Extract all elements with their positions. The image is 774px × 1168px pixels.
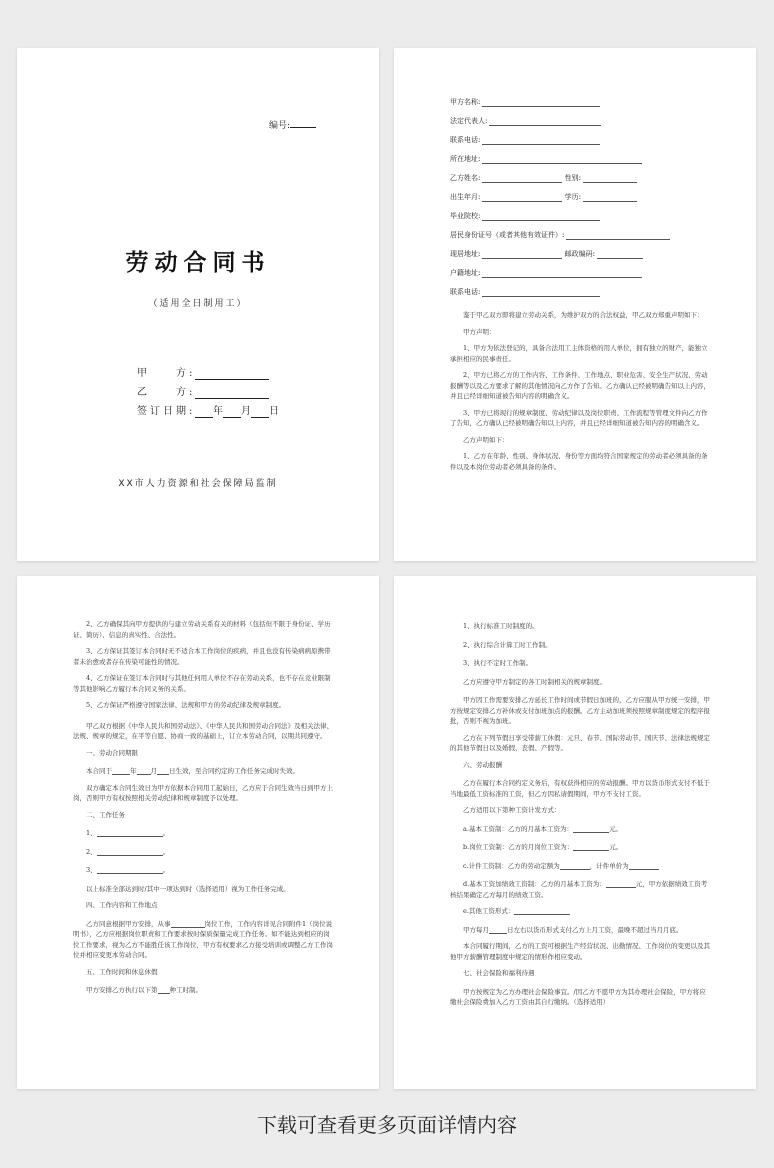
- paragraph: [73, 919, 335, 961]
- text-run: 岗位工作，工作内容详见合同附件1（岗位说明书），乙方应根据岗位职责和工作要求按时保质保量完成工作任务。如不能达到相应的岗位工作要求，视为乙方不能胜任该工作岗位，甲方有权要求乙方接受培训或调整乙方工作岗位并相应变更本劳动合同。: [73, 919, 333, 959]
- contract-subtitle: （适用全日制用工）: [148, 299, 248, 309]
- paragraph: 3、乙方保证其签订本合同时无不适合本工作岗位的疾病，并且也没有传染病病原携带者未治愈或者存在传染可能性的情况。: [73, 647, 331, 666]
- contract-cover-page: [17, 48, 379, 561]
- paragraph: 甲方因工作需要安排乙方延长工作时间或节假日加班的，乙方应服从甲方统一安排，甲方按规定安排乙方补休或支付加班加点的报酬。乙方主动加班须按照规章制度规定的程序报批，否则不视为加班。: [450, 696, 710, 725]
- cover-parties: [137, 364, 279, 421]
- wage-option: [450, 842, 712, 853]
- text-run: 甲方每月: [463, 925, 489, 934]
- paragraph: 乙方适用以下第种工资计发方式：: [463, 806, 561, 814]
- task-item: [73, 865, 335, 876]
- text-run: 元，甲方依据绩效工资考核结果确定乙方每月的绩效工资。: [450, 880, 708, 899]
- name-b-label: 乙方姓名:: [450, 174, 481, 182]
- text-run: b.岗位工资制：乙方的月岗位工资为：: [463, 843, 574, 851]
- id-no-label: 居民身份证号（或者其他有效证件）:: [450, 231, 565, 239]
- paragraph: 以上标准全部达到时/其中一项达到时（选择适用）视为工作任务完成。: [86, 884, 290, 893]
- paragraph: 乙方在下列节假日享受带薪工休假：元旦、春节、国际劳动节、国庆节、法律法规规定的其他节假日以及婚假、丧假、产假等。: [450, 733, 710, 752]
- paragraph: [450, 925, 712, 936]
- task-item: [73, 847, 335, 858]
- cover-footer: XX市人力资源和社会保障局监制: [118, 479, 278, 489]
- section-heading: 六、劳动报酬: [463, 760, 502, 769]
- paragraph: 双方确定本合同生效日为甲方依据本合同用工起始日，乙方应于合同生效当日到甲方上岗，否则甲方有权按照相关劳动纪律和规章制度予以处理。: [73, 783, 333, 802]
- paragraph: 1、执行标准工时制度的。: [463, 622, 539, 630]
- declarations-text: [450, 310, 712, 478]
- phone-a-label: 联系电话:: [450, 136, 481, 144]
- address-a-blank: [482, 154, 642, 164]
- wage-option: [450, 824, 712, 835]
- blank: [97, 848, 163, 856]
- blank: [573, 843, 609, 851]
- day-blank: [251, 406, 269, 418]
- name-b-blank: [482, 173, 562, 183]
- paragraph: 甲方按规定为乙方办理社会保险事宜。/因乙方不愿甲方为其办理社会保险，甲方将应缴社会保险费加入乙方工资由其自行缴纳。（选择适用）: [450, 987, 706, 1006]
- text-run: 1、: [86, 829, 97, 837]
- year-blank: [195, 406, 213, 418]
- wage-option: [450, 879, 712, 900]
- blank: [560, 862, 590, 870]
- legal-rep-blank: [489, 116, 601, 126]
- text-run: a.基本工资制：乙方的月基本工资为：: [463, 824, 573, 833]
- section-heading: 二、工作任务: [86, 810, 125, 819]
- month-label: 月: [241, 406, 251, 417]
- section-heading: 七、社会保险和福利待遇: [463, 969, 535, 977]
- paragraph: 3、甲方已将现行的规章制度、劳动纪律以及岗位职责、工作流程等管理文件向乙方作了告知，乙方确认已经被明确告知以上内容，并且已经详细知道被告知内容的明确含义。: [450, 408, 708, 427]
- gender-blank: [583, 173, 637, 183]
- text-run: 3、: [86, 866, 97, 874]
- birth-blank: [482, 192, 562, 202]
- text-run: 元。: [608, 824, 622, 833]
- phone-b-blank: [482, 287, 600, 297]
- paragraph: [73, 766, 335, 777]
- paragraph: 乙方声明如下：: [463, 435, 509, 444]
- blank: [629, 862, 659, 870]
- number-label: 编号:: [269, 121, 291, 131]
- page-3-text: [73, 619, 335, 1002]
- text-run: 。: [162, 829, 170, 837]
- residence-blank: [482, 249, 562, 259]
- party-a-blank: [195, 368, 269, 380]
- paragraph: 甲方声明：: [463, 327, 496, 336]
- text-run: 日左右以货币形式支付乙方上月工资，最晚不超过当月月底。: [507, 925, 683, 934]
- residence-label: 现居地址:: [450, 250, 481, 258]
- party-info-form: [450, 93, 670, 302]
- paragraph: 鉴于甲乙双方即将建立劳动关系，为维护双方的合法权益，甲乙双方郑重声明如下：: [463, 311, 704, 319]
- blank: [171, 920, 205, 928]
- id-no-blank: [566, 230, 670, 240]
- education-label: 学历:: [564, 193, 581, 201]
- paragraph: 1、乙方在年龄、性别、身体状况、身份等方面均符合国家规定的劳动者必须具备的条件以及本岗位劳动者必须具备的条件。: [450, 452, 708, 471]
- contract-title: 劳动合同书: [125, 250, 271, 276]
- birth-label: 出生年月:: [450, 193, 481, 201]
- text-run: 月: [150, 767, 157, 775]
- paragraph: [73, 985, 335, 996]
- wage-option: [450, 906, 712, 917]
- paragraph: 甲乙双方根据《中华人民共和国劳动法》、《中华人民共和国劳动合同法》及相关法律、法规、规章的规定，在平等自愿、协商一致的基础上，订立本劳动合同，以期共同遵守。: [73, 721, 333, 740]
- text-run: e.其他工资形式：: [463, 907, 515, 915]
- hukou-label: 户籍地址:: [450, 269, 481, 277]
- party-b-blank: [195, 387, 269, 399]
- blank: [137, 767, 151, 775]
- section-heading: 四、工作内容和工作地点: [86, 901, 158, 909]
- contract-page-3: [17, 576, 379, 1089]
- school-label: 毕业院校:: [450, 212, 481, 220]
- year-label: 年: [213, 406, 223, 417]
- text-run: c.计件工资制：乙方的劳动定额为: [463, 861, 560, 870]
- text-run: 日生效，至合同约定的工作任务完成时失效。: [169, 767, 299, 775]
- wage-option: [450, 861, 712, 872]
- education-blank: [583, 192, 637, 202]
- party-a-label: 甲 方:: [137, 368, 196, 379]
- contract-number: [269, 118, 316, 131]
- text-run: 。: [162, 866, 170, 874]
- blank: [514, 907, 570, 915]
- blank: [112, 767, 130, 775]
- text-run: 种工时制。: [169, 986, 202, 994]
- blank: [489, 926, 507, 934]
- paragraph: 乙方应遵守甲方制定的各工时制相关的规章制度。: [463, 677, 606, 686]
- blank: [573, 825, 609, 833]
- postcode-blank: [597, 249, 643, 259]
- text-run: d.基本工资加绩效工资制：乙方的月基本工资为：: [463, 880, 606, 888]
- text-run: ，计件单价为: [589, 861, 629, 870]
- gender-label: 性别:: [564, 174, 581, 182]
- text-run: 乙方同意根据甲方安排，从事: [86, 919, 171, 928]
- paragraph: 3、执行不定时工作制。: [463, 659, 533, 667]
- company-name-blank: [482, 97, 600, 107]
- task-item: [73, 828, 335, 839]
- blank: [157, 767, 169, 775]
- number-blank: [290, 127, 316, 128]
- contract-page-4: [394, 576, 756, 1089]
- paragraph: 1、甲方为依法登记的，具备合法用工主体资格的用人单位，拥有独立的财产，能独立承担相应的民事责任。: [450, 344, 708, 363]
- day-label: 日: [269, 406, 279, 417]
- text-run: 2、: [86, 847, 97, 856]
- text-run: 甲方安排乙方执行以下第: [86, 986, 158, 994]
- address-a-label: 所在地址:: [450, 155, 481, 163]
- legal-rep-label: 法定代表人:: [450, 117, 488, 125]
- sign-date-label: 签订日期:: [137, 406, 196, 417]
- hukou-blank: [482, 268, 642, 278]
- text-run: 年: [130, 767, 137, 775]
- paragraph: 乙方在履行本合同约定义务后，有权获得相应的劳动报酬。甲方以货币形式支付不低于当地最低工资标准的工资，但乙方因私请假期间，甲方不支付工资。: [450, 779, 710, 798]
- blank: [97, 866, 163, 874]
- paragraph: 4、乙方保证在签订本合同时与其他任何用人单位不存在劳动关系，也不存在竞业限制等其他影响乙方履行本合同义务的关系。: [73, 674, 331, 693]
- download-caption: 下载可查看更多页面详情内容: [257, 1113, 517, 1137]
- paragraph: 2、甲方已将乙方的工作内容、工作条件、工作地点、职业危害、安全生产状况、劳动报酬等以及乙方要求了解的其他情况向乙方作了告知。乙方确认已经被明确告知以上内容，并且已经详细知道被告知内容的明确含义。: [450, 371, 710, 400]
- contract-info-page: [394, 48, 756, 561]
- blank: [606, 880, 636, 888]
- paragraph: 2、执行综合计算工时工作制。: [463, 640, 552, 649]
- paragraph: 5、乙方保证严格遵守国家法律、法规和甲方的劳动纪律及规章制度。: [86, 701, 286, 709]
- phone-b-label: 联系电话:: [450, 288, 481, 296]
- blank: [158, 986, 170, 994]
- school-blank: [482, 211, 600, 221]
- page-4-text: [450, 621, 712, 1014]
- paragraph: 本合同履行期间，乙方的工资可根据生产经营状况、出勤情况、工作岗位的变更以及其他甲方薪酬管理制度中规定的情形作相应变动。: [450, 942, 710, 961]
- section-heading: 一、劳动合同期限: [86, 748, 138, 757]
- text-run: 本合同于: [86, 767, 112, 775]
- paragraph: 2、乙方确保其向甲方提供的与建立劳动关系有关的材料（包括但不限于身份证、学历证、简历）、信息的真实性、合法性。: [73, 620, 331, 639]
- section-heading: 五、工作时间和休息休假: [86, 967, 158, 976]
- company-name-label: 甲方名称:: [450, 98, 481, 106]
- phone-a-blank: [482, 135, 600, 145]
- party-b-label: 乙 方:: [137, 387, 196, 398]
- text-run: 。: [162, 847, 170, 856]
- month-blank: [223, 406, 241, 418]
- text-run: 元。: [609, 843, 623, 851]
- postcode-label: 邮政编码:: [564, 250, 595, 258]
- blank: [97, 829, 163, 837]
